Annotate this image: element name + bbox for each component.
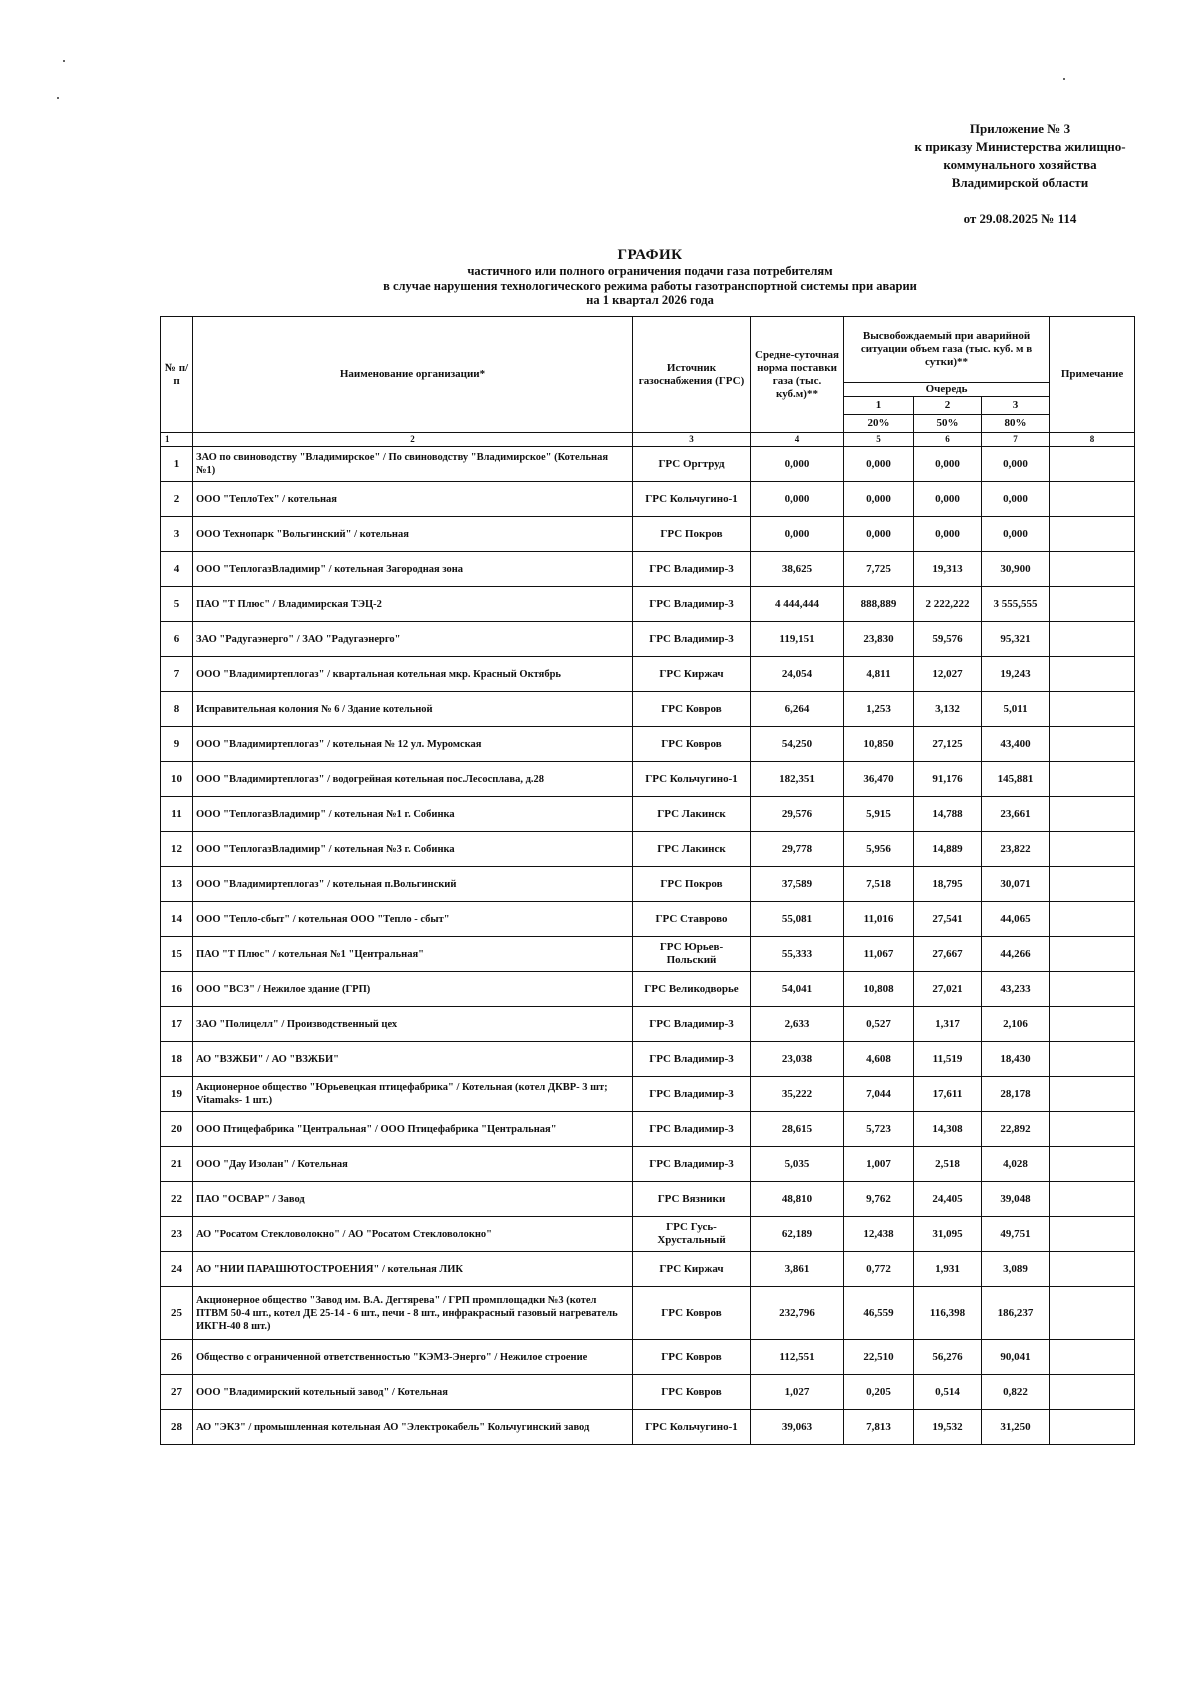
note-cell <box>1050 517 1135 552</box>
queue-1-volume: 0,000 <box>844 517 914 552</box>
queue-1-volume: 7,725 <box>844 552 914 587</box>
gas-source: ГРС Владимир-3 <box>633 1112 751 1147</box>
queue-3-volume: 44,065 <box>982 902 1050 937</box>
organization-name: ООО "Владимирский котельный завод" / Котельная <box>193 1375 633 1410</box>
queue-1-volume: 888,889 <box>844 587 914 622</box>
queue-2-volume: 12,027 <box>914 657 982 692</box>
queue-1-volume: 4,608 <box>844 1042 914 1077</box>
queue-1-volume: 7,813 <box>844 1410 914 1445</box>
queue-3-volume: 145,881 <box>982 762 1050 797</box>
attachment-line: к приказу Министерства жилищно- <box>914 139 1126 154</box>
queue-3-volume: 0,000 <box>982 517 1050 552</box>
table-row <box>161 1042 1135 1077</box>
queue-1-volume: 5,723 <box>844 1112 914 1147</box>
row-number: 8 <box>161 692 193 727</box>
header-queue-2: 2 <box>914 397 982 415</box>
note-cell <box>1050 1375 1135 1410</box>
organization-name: ООО "Тепло-сбыт" / котельная ООО "Тепло - сбыт" <box>193 902 633 937</box>
organization-name: ООО Птицефабрика "Центральная" / ООО Птицефабрика "Центральная" <box>193 1112 633 1147</box>
organization-name: Акционерное общество "Юрьевецкая птицефабрика" / Котельная (котел ДКВР- 3 шт; Vitamaks- 1 шт.) <box>193 1077 633 1112</box>
note-cell <box>1050 797 1135 832</box>
row-number: 5 <box>161 587 193 622</box>
header-note: Примечание <box>1050 317 1135 433</box>
queue-3-volume: 31,250 <box>982 1410 1050 1445</box>
daily-norm: 62,189 <box>751 1217 844 1252</box>
header-source: Источник газоснабжения (ГРС) <box>633 317 751 433</box>
queue-3-volume: 22,892 <box>982 1112 1050 1147</box>
column-number: 4 <box>751 433 844 447</box>
row-number: 25 <box>161 1287 193 1340</box>
gas-source: ГРС Лакинск <box>633 797 751 832</box>
column-number: 7 <box>982 433 1050 447</box>
attachment-line: Владимирской области <box>951 175 1089 190</box>
gas-source: ГРС Владимир-3 <box>633 1147 751 1182</box>
heading-line: на 1 квартал 2026 года <box>586 293 714 307</box>
daily-norm: 0,000 <box>751 447 844 482</box>
column-number-row <box>161 433 1135 447</box>
daily-norm: 39,063 <box>751 1410 844 1445</box>
daily-norm: 24,054 <box>751 657 844 692</box>
queue-3-volume: 39,048 <box>982 1182 1050 1217</box>
table-row <box>161 762 1135 797</box>
organization-name: ООО "ТеплогазВладимир" / котельная Загородная зона <box>193 552 633 587</box>
note-cell <box>1050 657 1135 692</box>
queue-2-volume: 27,667 <box>914 937 982 972</box>
note-cell <box>1050 1217 1135 1252</box>
row-number: 18 <box>161 1042 193 1077</box>
daily-norm: 35,222 <box>751 1077 844 1112</box>
organization-name: ЗАО по свиноводству "Владимирское" / По свиноводству "Владимирское" (Котельная №1) <box>193 447 633 482</box>
row-number: 17 <box>161 1007 193 1042</box>
organization-name: ЗАО "Полицелл" / Производственный цех <box>193 1007 633 1042</box>
note-cell <box>1050 552 1135 587</box>
table-row <box>161 867 1135 902</box>
organization-name: ООО "Владимиртеплогаз" / квартальная котельная мкр. Красный Октябрь <box>193 657 633 692</box>
gas-source: ГРС Оргтруд <box>633 447 751 482</box>
column-number: 1 <box>161 433 193 447</box>
queue-2-volume: 17,611 <box>914 1077 982 1112</box>
header-queue-1: 1 <box>844 397 914 415</box>
queue-1-volume: 36,470 <box>844 762 914 797</box>
queue-2-volume: 2 222,222 <box>914 587 982 622</box>
queue-1-volume: 11,067 <box>844 937 914 972</box>
organization-name: Акционерное общество "Завод им. В.А. Дегтярева" / ГРП промплощадки №3 (котел ПТВМ 50-4 шт., котел ДЕ 25-14 - 6 шт., печи - 8 шт., инфракрасный газовый нагреватель ИКГН-40 8 шт.) <box>193 1287 633 1340</box>
queue-2-volume: 0,000 <box>914 517 982 552</box>
table-row <box>161 1182 1135 1217</box>
restriction-schedule-table <box>160 316 1135 1445</box>
queue-2-volume: 1,931 <box>914 1252 982 1287</box>
row-number: 26 <box>161 1340 193 1375</box>
daily-norm: 54,250 <box>751 727 844 762</box>
note-cell <box>1050 1112 1135 1147</box>
gas-source: ГРС Кольчугино-1 <box>633 762 751 797</box>
queue-2-volume: 14,788 <box>914 797 982 832</box>
queue-3-volume: 3,089 <box>982 1252 1050 1287</box>
note-cell <box>1050 482 1135 517</box>
queue-3-volume: 95,321 <box>982 622 1050 657</box>
attachment-line: коммунального хозяйства <box>943 157 1097 172</box>
gas-source: ГРС Покров <box>633 867 751 902</box>
organization-name: ПАО "Т Плюс" / котельная №1 "Центральная" <box>193 937 633 972</box>
row-number: 3 <box>161 517 193 552</box>
queue-2-volume: 14,889 <box>914 832 982 867</box>
queue-1-volume: 0,000 <box>844 447 914 482</box>
table-row <box>161 1007 1135 1042</box>
queue-2-volume: 0,000 <box>914 447 982 482</box>
note-cell <box>1050 1410 1135 1445</box>
note-cell <box>1050 1252 1135 1287</box>
table-row <box>161 1217 1135 1252</box>
queue-3-volume: 5,011 <box>982 692 1050 727</box>
organization-name: ООО "ВСЗ" / Нежилое здание (ГРП) <box>193 972 633 1007</box>
row-number: 15 <box>161 937 193 972</box>
gas-source: ГРС Ставрово <box>633 902 751 937</box>
queue-1-volume: 4,811 <box>844 657 914 692</box>
header-norm: Средне-суточная норма поставки газа (тыс. куб.м)** <box>751 317 844 433</box>
document-heading <box>290 247 1010 308</box>
daily-norm: 48,810 <box>751 1182 844 1217</box>
row-number: 2 <box>161 482 193 517</box>
organization-name: АО "ВЗЖБИ" / АО "ВЗЖБИ" <box>193 1042 633 1077</box>
row-number: 28 <box>161 1410 193 1445</box>
daily-norm: 0,000 <box>751 482 844 517</box>
organization-name: ООО Технопарк "Вольгинский" / котельная <box>193 517 633 552</box>
queue-3-volume: 44,266 <box>982 937 1050 972</box>
note-cell <box>1050 972 1135 1007</box>
table-row <box>161 972 1135 1007</box>
gas-source: ГРС Лакинск <box>633 832 751 867</box>
organization-name: Общество с ограниченной ответственностью "КЭМЗ-Энерго" / Нежилое строение <box>193 1340 633 1375</box>
row-number: 16 <box>161 972 193 1007</box>
table-row <box>161 1112 1135 1147</box>
queue-2-volume: 0,514 <box>914 1375 982 1410</box>
gas-source: ГРС Вязники <box>633 1182 751 1217</box>
note-cell <box>1050 1287 1135 1340</box>
queue-3-volume: 30,071 <box>982 867 1050 902</box>
queue-1-volume: 0,205 <box>844 1375 914 1410</box>
row-number: 24 <box>161 1252 193 1287</box>
row-number: 4 <box>161 552 193 587</box>
queue-2-volume: 27,125 <box>914 727 982 762</box>
queue-3-volume: 0,000 <box>982 447 1050 482</box>
attachment-line: Приложение № 3 <box>969 121 1071 136</box>
gas-source: ГРС Владимир-3 <box>633 552 751 587</box>
daily-norm: 23,038 <box>751 1042 844 1077</box>
table-row <box>161 1147 1135 1182</box>
queue-2-volume: 11,519 <box>914 1042 982 1077</box>
queue-3-volume: 18,430 <box>982 1042 1050 1077</box>
queue-3-volume: 43,400 <box>982 727 1050 762</box>
gas-source: ГРС Гусь-Хрустальный <box>633 1217 751 1252</box>
row-number: 20 <box>161 1112 193 1147</box>
table-row <box>161 1340 1135 1375</box>
gas-source: ГРС Владимир-3 <box>633 1007 751 1042</box>
table-row <box>161 727 1135 762</box>
queue-3-volume: 43,233 <box>982 972 1050 1007</box>
column-number: 2 <box>193 433 633 447</box>
gas-source: ГРС Киржач <box>633 657 751 692</box>
queue-1-volume: 46,559 <box>844 1287 914 1340</box>
row-number: 9 <box>161 727 193 762</box>
note-cell <box>1050 1007 1135 1042</box>
queue-1-volume: 11,016 <box>844 902 914 937</box>
gas-source: ГРС Ковров <box>633 1340 751 1375</box>
queue-1-volume: 12,438 <box>844 1217 914 1252</box>
scan-speck <box>63 60 65 62</box>
table-row <box>161 622 1135 657</box>
note-cell <box>1050 867 1135 902</box>
row-number: 14 <box>161 902 193 937</box>
queue-3-volume: 23,822 <box>982 832 1050 867</box>
organization-name: ООО "ТеплогазВладимир" / котельная №3 г. Собинка <box>193 832 633 867</box>
organization-name: АО "НИИ ПАРАШЮТОСТРОЕНИЯ" / котельная ЛИК <box>193 1252 633 1287</box>
queue-1-volume: 1,253 <box>844 692 914 727</box>
note-cell <box>1050 762 1135 797</box>
table-row <box>161 447 1135 482</box>
table-row <box>161 902 1135 937</box>
header-percent-3: 80% <box>982 415 1050 433</box>
note-cell <box>1050 447 1135 482</box>
gas-source: ГРС Владимир-3 <box>633 622 751 657</box>
queue-1-volume: 9,762 <box>844 1182 914 1217</box>
queue-2-volume: 56,276 <box>914 1340 982 1375</box>
daily-norm: 5,035 <box>751 1147 844 1182</box>
note-cell <box>1050 1042 1135 1077</box>
queue-1-volume: 22,510 <box>844 1340 914 1375</box>
daily-norm: 1,027 <box>751 1375 844 1410</box>
row-number: 1 <box>161 447 193 482</box>
table-row <box>161 937 1135 972</box>
header-released-volume: Высвобождаемый при аварийной ситуации объем газа (тыс. куб. м в сутки)** <box>844 317 1050 383</box>
queue-3-volume: 0,000 <box>982 482 1050 517</box>
daily-norm: 119,151 <box>751 622 844 657</box>
queue-1-volume: 1,007 <box>844 1147 914 1182</box>
daily-norm: 4 444,444 <box>751 587 844 622</box>
table-row <box>161 517 1135 552</box>
queue-3-volume: 49,751 <box>982 1217 1050 1252</box>
table-row <box>161 832 1135 867</box>
order-date: от 29.08.2025 № 114 <box>963 211 1077 226</box>
document-title: ГРАФИК <box>617 247 683 263</box>
queue-1-volume: 7,518 <box>844 867 914 902</box>
table-row <box>161 1252 1135 1287</box>
gas-source: ГРС Ковров <box>633 692 751 727</box>
organization-name: ООО "ТеплоТех" / котельная <box>193 482 633 517</box>
daily-norm: 55,333 <box>751 937 844 972</box>
queue-1-volume: 5,956 <box>844 832 914 867</box>
daily-norm: 182,351 <box>751 762 844 797</box>
gas-source: ГРС Юрьев-Польский <box>633 937 751 972</box>
note-cell <box>1050 1340 1135 1375</box>
daily-norm: 29,576 <box>751 797 844 832</box>
header-queue: Очередь <box>844 383 1050 397</box>
organization-name: ООО "Дау Изолан" / Котельная <box>193 1147 633 1182</box>
queue-3-volume: 186,237 <box>982 1287 1050 1340</box>
row-number: 22 <box>161 1182 193 1217</box>
header-queue-3: 3 <box>982 397 1050 415</box>
daily-norm: 38,625 <box>751 552 844 587</box>
queue-3-volume: 4,028 <box>982 1147 1050 1182</box>
table-body <box>161 447 1135 1445</box>
note-cell <box>1050 622 1135 657</box>
organization-name: АО "Росатом Стекловолокно" / АО "Росатом Стекловолокно" <box>193 1217 633 1252</box>
organization-name: ООО "Владимиртеплогаз" / водогрейная котельная пос.Лесосплава, д.28 <box>193 762 633 797</box>
daily-norm: 37,589 <box>751 867 844 902</box>
row-number: 12 <box>161 832 193 867</box>
gas-source: ГРС Владимир-3 <box>633 1077 751 1112</box>
daily-norm: 28,615 <box>751 1112 844 1147</box>
daily-norm: 2,633 <box>751 1007 844 1042</box>
heading-line: в случае нарушения технологического режима работы газотранспортной системы при аварии <box>383 278 917 293</box>
header-percent-1: 20% <box>844 415 914 433</box>
queue-3-volume: 3 555,555 <box>982 587 1050 622</box>
gas-source: ГРС Владимир-3 <box>633 587 751 622</box>
gas-source: ГРС Ковров <box>633 1287 751 1340</box>
organization-name: ООО "Владимиртеплогаз" / котельная № 12 ул. Муромская <box>193 727 633 762</box>
gas-source: ГРС Ковров <box>633 1375 751 1410</box>
queue-1-volume: 10,850 <box>844 727 914 762</box>
organization-name: АО "ЭКЗ" / промышленная котельная АО "Электрокабель" Кольчугинский завод <box>193 1410 633 1445</box>
row-number: 11 <box>161 797 193 832</box>
column-number: 5 <box>844 433 914 447</box>
gas-source: ГРС Кольчугино-1 <box>633 482 751 517</box>
queue-3-volume: 90,041 <box>982 1340 1050 1375</box>
queue-1-volume: 5,915 <box>844 797 914 832</box>
header-num: № п/п <box>161 317 193 433</box>
note-cell <box>1050 937 1135 972</box>
daily-norm: 0,000 <box>751 517 844 552</box>
organization-name: Исправительная колония № 6 / Здание котельной <box>193 692 633 727</box>
queue-1-volume: 23,830 <box>844 622 914 657</box>
organization-name: ПАО "Т Плюс" / Владимирская ТЭЦ-2 <box>193 587 633 622</box>
organization-name: ПАО "ОСВАР" / Завод <box>193 1182 633 1217</box>
queue-3-volume: 2,106 <box>982 1007 1050 1042</box>
queue-2-volume: 14,308 <box>914 1112 982 1147</box>
table-row <box>161 1077 1135 1112</box>
row-number: 21 <box>161 1147 193 1182</box>
table-row <box>161 1410 1135 1445</box>
column-number: 3 <box>633 433 751 447</box>
note-cell <box>1050 1147 1135 1182</box>
note-cell <box>1050 1077 1135 1112</box>
daily-norm: 6,264 <box>751 692 844 727</box>
queue-2-volume: 27,541 <box>914 902 982 937</box>
daily-norm: 29,778 <box>751 832 844 867</box>
gas-source: ГРС Кольчугино-1 <box>633 1410 751 1445</box>
header-percent-2: 50% <box>914 415 982 433</box>
queue-2-volume: 19,532 <box>914 1410 982 1445</box>
queue-3-volume: 30,900 <box>982 552 1050 587</box>
queue-3-volume: 28,178 <box>982 1077 1050 1112</box>
queue-2-volume: 18,795 <box>914 867 982 902</box>
row-number: 13 <box>161 867 193 902</box>
queue-2-volume: 1,317 <box>914 1007 982 1042</box>
heading-line: частичного или полного ограничения подачи газа потребителям <box>467 264 833 278</box>
table-row <box>161 552 1135 587</box>
organization-name: ООО "Владимиртеплогаз" / котельная п.Вольгинский <box>193 867 633 902</box>
queue-2-volume: 0,000 <box>914 482 982 517</box>
table-row <box>161 482 1135 517</box>
queue-2-volume: 31,095 <box>914 1217 982 1252</box>
daily-norm: 55,081 <box>751 902 844 937</box>
queue-2-volume: 3,132 <box>914 692 982 727</box>
gas-source: ГРС Киржач <box>633 1252 751 1287</box>
attachment-note <box>870 120 1170 228</box>
queue-2-volume: 2,518 <box>914 1147 982 1182</box>
row-number: 7 <box>161 657 193 692</box>
queue-2-volume: 91,176 <box>914 762 982 797</box>
row-number: 10 <box>161 762 193 797</box>
daily-norm: 112,551 <box>751 1340 844 1375</box>
daily-norm: 232,796 <box>751 1287 844 1340</box>
queue-1-volume: 10,808 <box>844 972 914 1007</box>
note-cell <box>1050 1182 1135 1217</box>
gas-source: ГРС Покров <box>633 517 751 552</box>
gas-source: ГРС Великодворье <box>633 972 751 1007</box>
queue-1-volume: 0,000 <box>844 482 914 517</box>
table-row <box>161 587 1135 622</box>
note-cell <box>1050 692 1135 727</box>
queue-3-volume: 0,822 <box>982 1375 1050 1410</box>
daily-norm: 54,041 <box>751 972 844 1007</box>
queue-2-volume: 59,576 <box>914 622 982 657</box>
queue-3-volume: 23,661 <box>982 797 1050 832</box>
note-cell <box>1050 902 1135 937</box>
table-row <box>161 1287 1135 1340</box>
note-cell <box>1050 587 1135 622</box>
row-number: 27 <box>161 1375 193 1410</box>
table-row <box>161 1375 1135 1410</box>
table-row <box>161 657 1135 692</box>
column-number: 6 <box>914 433 982 447</box>
header-name: Наименование организации* <box>193 317 633 433</box>
queue-2-volume: 27,021 <box>914 972 982 1007</box>
scan-speck <box>57 97 59 99</box>
table-row <box>161 692 1135 727</box>
table-row <box>161 797 1135 832</box>
queue-2-volume: 24,405 <box>914 1182 982 1217</box>
row-number: 19 <box>161 1077 193 1112</box>
gas-source: ГРС Владимир-3 <box>633 1042 751 1077</box>
organization-name: ЗАО "Радугаэнерго" / ЗАО "Радугаэнерго" <box>193 622 633 657</box>
queue-3-volume: 19,243 <box>982 657 1050 692</box>
daily-norm: 3,861 <box>751 1252 844 1287</box>
queue-2-volume: 116,398 <box>914 1287 982 1340</box>
row-number: 6 <box>161 622 193 657</box>
queue-1-volume: 7,044 <box>844 1077 914 1112</box>
queue-2-volume: 19,313 <box>914 552 982 587</box>
queue-1-volume: 0,527 <box>844 1007 914 1042</box>
queue-1-volume: 0,772 <box>844 1252 914 1287</box>
note-cell <box>1050 832 1135 867</box>
gas-source: ГРС Ковров <box>633 727 751 762</box>
scan-speck <box>1063 78 1065 80</box>
column-number: 8 <box>1050 433 1135 447</box>
row-number: 23 <box>161 1217 193 1252</box>
note-cell <box>1050 727 1135 762</box>
organization-name: ООО "ТеплогазВладимир" / котельная №1 г. Собинка <box>193 797 633 832</box>
